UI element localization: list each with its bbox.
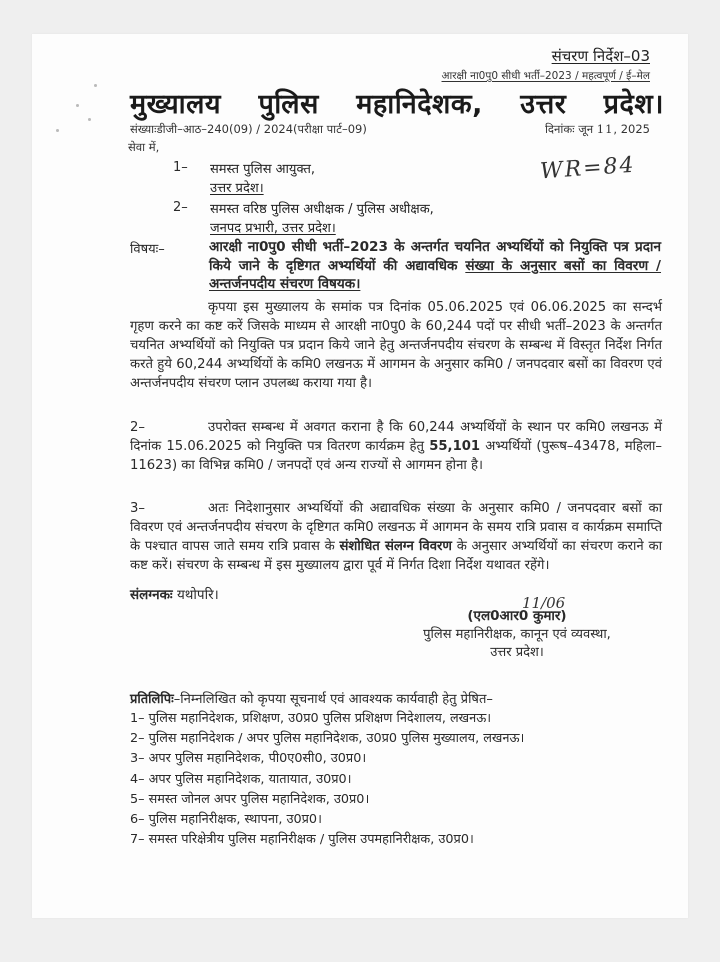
subject-line-1: आरक्षी ना0पु0 सीधी भर्ती–2023 के अन्तर्गत चयनित अभ्यर्थियों को नियुक्ति पत्र प्रदान किये जाने के दृष्टिगत अभ्यर्थियों की अद्यावधिक [209, 239, 661, 274]
signatory-name: (एल0आर0 कुमार) [467, 608, 567, 624]
heading-word: प्रदेश। [603, 89, 664, 120]
paragraph-number: 2– [130, 420, 145, 435]
scan-speck [88, 118, 91, 121]
recipient-line: समस्त पुलिस आयुक्त, [210, 162, 315, 177]
paragraph-2-text-cont: अभ्यर्थियों (पुरूष–43478, महिला–11623) का विभिन्न कमि0 / जनपदों एवं अन्य राज्यों से आगमन होना है। [130, 439, 663, 473]
enclosure [130, 585, 219, 603]
recipient-number: 2– [173, 200, 188, 215]
date-year: , 2025 [613, 122, 650, 136]
scan-speck [56, 129, 59, 132]
paragraph-3-text: अतः निदेशानुसार अभ्यर्थियों की अद्यावधिक संख्या के अनुसार कमि0 / जनपदवार बसों का विवरण एवं अन्तर्जनपदीय संचरण के दृष्टिगत कमि0 लखनऊ में आगमन के समय रात्रि प्रवास व कार्यक्रम समाप्ति के पश्चात वापस जाते समय रात्रि प्रवास के [130, 501, 662, 554]
scan-speck [94, 84, 97, 87]
copy-to-item: 5– समस्त जोनल अपर पुलिस महानिदेशक, उ0प्र0। [130, 791, 370, 807]
signatory-location: उत्तर प्रदेश। [490, 645, 544, 660]
copy-to-intro: –निम्नलिखित को कृपया सूचनार्थ एवं आवश्यक कार्यवाही हेतु प्रेषित– [173, 692, 493, 707]
circulation-directive-title: संचरण निर्देश–03 [551, 47, 650, 65]
office-heading [130, 84, 664, 121]
copy-to-item: 1– पुलिस महानिदेशक, प्रशिक्षण, उ0प्र0 पुलिस प्रशिक्षण निदेशालय, लखनऊ। [130, 711, 492, 726]
signatory-block [382, 607, 652, 663]
signatory-designation: पुलिस महानिरीक्षक, कानून एवं व्यवस्था, [423, 626, 611, 642]
recipient-line: उत्तर प्रदेश। [210, 181, 264, 196]
handwritten-note: WR=84 [539, 152, 637, 185]
copy-to-item: 7– समस्त परिक्षेत्रीय पुलिस महानिरीक्षक / पुलिस उपमहानिरीक्षक, उ0प्र0। [130, 832, 474, 848]
paragraph-3 [130, 499, 662, 575]
copy-to-item: 6– पुलिस महानिरीक्षक, स्थापना, उ0प्र0। [130, 812, 322, 828]
copy-to-item: 2– पुलिस महानिदेशक / अपर पुलिस महानिदेशक, उ0प्र0 पुलिस मुख्यालय, लखनऊ। [130, 731, 525, 747]
recipient-line: समस्त वरिष्ठ पुलिस अधीक्षक / पुलिस अधीक्षक, [210, 202, 434, 217]
paragraph-1 [130, 298, 662, 393]
recipient-line: जनपद प्रभारी, उत्तर प्रदेश। [210, 221, 336, 236]
scan-speck [76, 104, 79, 107]
copy-to-label: प्रतिलिपिः [130, 692, 174, 707]
revised-attachment-bold: संशोधित संलग्न विवरण [339, 539, 452, 554]
enclosure-value: यथोपरि। [176, 587, 219, 603]
heading-word: उत्तर [520, 89, 567, 120]
paragraph-1-text: कृपया इस मुख्यालय के समांक पत्र दिनांक 05.06.2025 एवं 06.06.2025 का सन्दर्भ गृहण करने का कष्ट करें जिसके माध्यम से आरक्षी ना0पु0 के 60,244 पदों पर सीधी भर्ती–2023 के अन्तर्गत चयनित अभ्यर्थियों को नियुक्ति पत्र प्रदान किये जाने हेतु अन्तर्जनपदीय संचरण के सम्बन्ध में विस्तृत निर्देश निर्गत करते हुये 60,244 अभ्यर्थियों के कमि0 लखनऊ में आगमन के अनुसार कमि0 / जनपदवार बसों का विवरण एवं अन्तर्जनपदीय संचरण प्लान उपलब्ध कराया गया है। [130, 300, 662, 391]
copy-to-heading [130, 689, 493, 707]
date-day-handwritten: 11 [596, 122, 614, 136]
heading-word: महानिदेशक, [356, 89, 483, 120]
candidate-count-bold: 55,101 [429, 439, 481, 454]
copy-to-item: 4– अपर पुलिस महानिदेशक, यातायात, उ0प्र0। [130, 771, 352, 787]
letter-date [545, 122, 650, 137]
copy-to-item: 3– अपर पुलिस महानिदेशक, पी0ए0सी0, उ0प्र0। [130, 751, 367, 767]
paragraph-2-text: उपरोक्त सम्बन्ध में अवगत कराना है कि 60,244 अभ्यर्थियों के स्थान पर कमि0 लखनऊ में दिनांक 15.06.2025 को नियुक्ति पत्र वितरण कार्यक्रम हेतु [130, 420, 662, 454]
subject-line-2-underlined: संख्या के अनुसार बसों का विवरण / अन्तर्जनपदीय संचरण विषयक। [209, 257, 662, 292]
recipient-number: 1– [173, 160, 188, 175]
subject-text [209, 238, 661, 294]
paragraph-2 [130, 418, 662, 475]
recruitment-reference-subtitle: आरक्षी ना0पु0 सीधी भर्ती–2023 / महत्वपूर्ण / ई–मेल [441, 70, 650, 82]
scanned-letter-page [32, 34, 688, 918]
letter-number: संख्याःडीजी–आठ–240(09) / 2024(परीक्षा पार्ट–09) [130, 122, 367, 136]
signature-scribble: 11/06 [522, 594, 566, 612]
heading-word: मुख्यालय [130, 89, 222, 120]
date-label: दिनांकः जून [544, 122, 594, 136]
heading-word: पुलिस [258, 89, 319, 120]
subject-label: विषयः– [130, 242, 165, 257]
paragraph-3-text-cont: के अनुसार अभ्यर्थियों का संचरण कराने का कष्ट करें। संचरण के सम्बन्ध में इस मुख्यालय द्वारा पूर्व में निर्गत दिशा निर्देश यथावत रहेंगे। [130, 539, 662, 573]
enclosure-label: संलग्नकः [130, 587, 173, 603]
copy-to-list [130, 709, 524, 850]
salutation: सेवा में, [128, 140, 160, 154]
paragraph-number: 3– [130, 501, 145, 516]
